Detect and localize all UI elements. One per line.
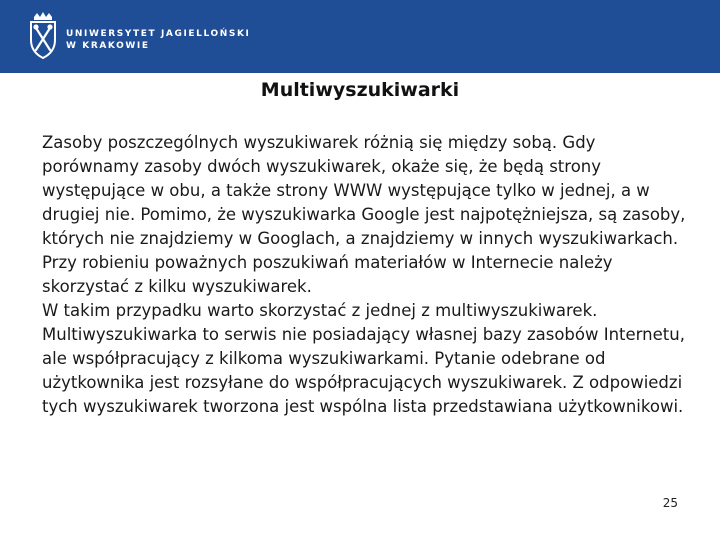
university-name-line2: W KRAKOWIE xyxy=(66,41,150,51)
university-name-line1: UNIWERSYTET JAGIELLOŃSKI xyxy=(66,29,251,39)
page-number: 25 xyxy=(662,496,678,510)
slide-title: Multiwyszukiwarki xyxy=(260,79,460,101)
university-crest-icon xyxy=(28,12,58,60)
body-paragraph-2: W takim przypadku warto skorzystać z jednej z multiwyszukiwarek. Multiwyszukiwarka to serwis nie posiadający własnej bazy zasobów Internetu, ale współpracujący z kilkoma wyszukiwarkami. Pytanie odebrane od użytkownika jest rozsyłane do współpracujących wyszukiwarek. Z odpowiedzi tych wyszukiwarek tworzona jest wspólna lista przedstawiana użytkownikowi. xyxy=(42,301,685,416)
university-name xyxy=(66,28,251,52)
header-bar xyxy=(0,0,720,73)
body-paragraph-1: Zasoby poszczególnych wyszukiwarek różnią się między sobą. Gdy porównamy zasoby dwóch wyszukiwarek, okaże się, że będą strony występujące w obu, a także strony WWW występujące tylko w jednej, a w drugiej nie. Pomimo, że wyszukiwarka Google jest najpotężniejsza, są zasoby, których nie znajdziemy w Googlach, a znajdziemy w innych wyszukiwarkach. Przy robieniu poważnych poszukiwań materiałów w Internecie należy skorzystać z kilku wyszukiwarek. xyxy=(42,133,686,296)
slide-body xyxy=(42,131,690,419)
